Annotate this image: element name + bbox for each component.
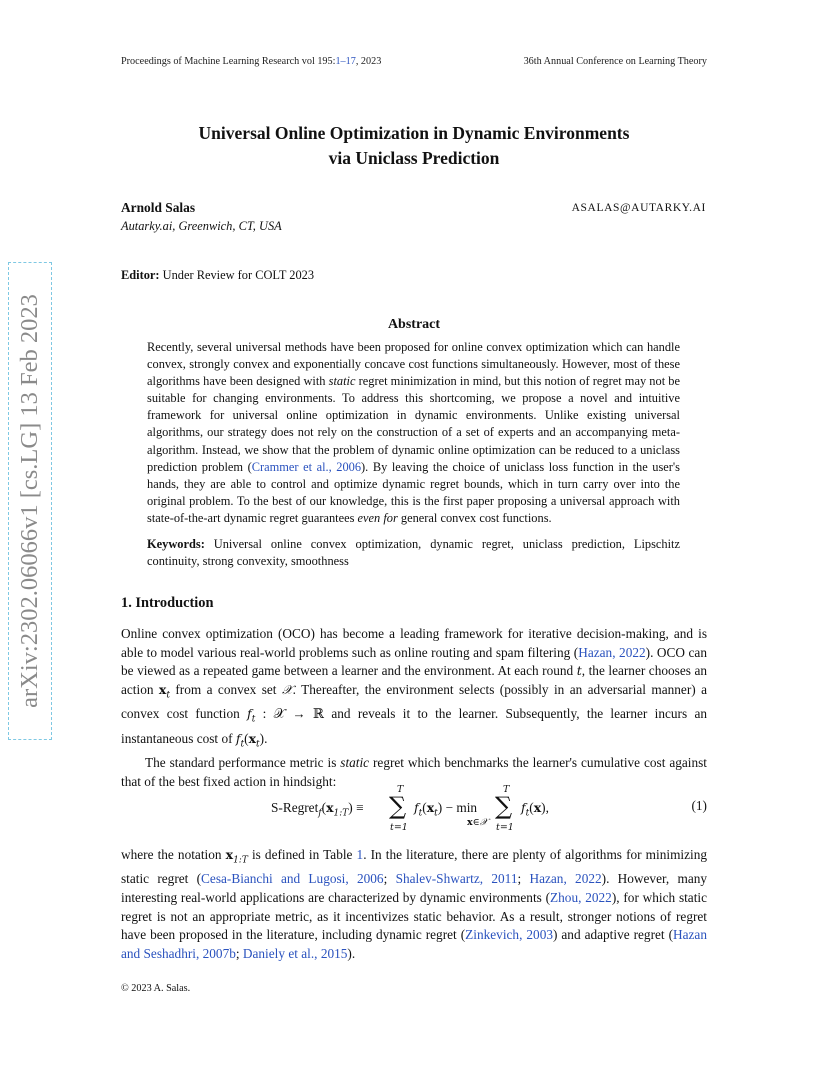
running-header-right: 36th Annual Conference on Learning Theory: [523, 56, 707, 67]
abstract-heading: Abstract: [387, 317, 441, 332]
citation-link[interactable]: Crammer et al., 2006: [251, 459, 362, 474]
editor-line: Editor: Under Review for COLT 2023: [121, 268, 315, 282]
citation-link[interactable]: Cesa-Bianchi and Lugosi, 2006: [201, 871, 384, 887]
paper-title: Universal Online Optimization in Dynamic Environments via Uniclass Prediction: [198, 123, 630, 168]
citation-link[interactable]: Daniely et al., 2015: [242, 946, 348, 962]
author-affiliation: Autarky.ai, Greenwich, CT, USA: [121, 219, 282, 233]
citation-link[interactable]: Zhou, 2022: [550, 890, 612, 906]
citation-link[interactable]: Zinkevich, 2003: [465, 927, 553, 943]
abstract-body: Recently, several universal methods have been proposed for online convex optimization which can handle convex, strongly convex and exponentially concave cost functions simultaneously. However, most of these algorithms have been designed with static regret minimization in mind, but this notion of regret may not be suitable for changing environments. To address this shortcoming, we propose a novel and intuitive framework for universal online optimization in dynamic environments. Unlike existing universal algorithms, our strategy does not rely on the construction of a set of experts and an accompanying meta-algorithm. Instead, we show that the problem of dynamic online optimization can be reduced to a uniclass prediction problem (Crammer et al., 2006). By leaving the choice of uniclass loss function in the user's hands, they are able to control and optimize dynamic regret bounds, which in turn carry over into the original problem. To the best of our knowledge, this is the first paper proposing a universal approach with state-of-the-art dynamic regret guarantees even for general convex cost functions.: [147, 340, 680, 525]
citation-link[interactable]: Shalev-Shwartz, 2011: [395, 871, 518, 887]
equation-number: (1): [691, 798, 707, 813]
arxiv-stamp[interactable]: [8, 262, 52, 740]
copyright-footer: © 2023 A. Salas.: [121, 983, 191, 994]
table-link[interactable]: 1: [356, 847, 364, 862]
author-name: Arnold Salas: [121, 200, 196, 215]
citation-link[interactable]: Hazan and Seshadhri, 2007b: [121, 927, 707, 962]
author-email: ASALAS@AUTARKY.AI: [571, 202, 706, 214]
intro-paragraph-1: Online convex optimization (OCO) has become a leading framework for iterative decision-making, and is able to model various real-world problems such as online routing and spam filtering (Hazan, 2022). OCO can be viewed as a repeated game between a learner and the environment. At each round t, the learner chooses an action $x_t$ from a convex set 𝒳. Thereafter, the environment selects (possibly in an adversarial manner) a convex cost function $f_t$ : 𝒳 → ℝ and reveals it to the learner. Subsequently, the learner incurs an instantaneous cost of $f_t(x_t)$. The standard performance metric is static regret which benchmarks the learner's cumulative cost against that of the best fixed action in hindsight:: [121, 626, 707, 789]
running-header-left: Proceedings of Machine Learning Research vol 195:1–17, 2023: [121, 56, 382, 67]
citation-link[interactable]: Hazan, 2022: [578, 644, 646, 660]
page-range-link[interactable]: 1–17: [335, 56, 356, 67]
section-heading: 1. Introduction: [121, 595, 214, 611]
intro-paragraph-2: where the notation $x_{1:T}$ is defined in Table 1. In the literature, there are plenty of algorithms for minimizing static regret (Cesa-Bianchi and Lugosi, 2006; Shalev-Shwartz, 2011; Hazan, 2022). However, many interesting real-world applications are characterized by dynamic environments (Zhou, 2022), for which static regret is not an appropriate metric, as it incentivizes static behavior. As a result, stronger notions of regret have been proposed in the literature, including dynamic regret (Zinkevich, 2003) and adaptive regret (Hazan and Seshadhri, 2007b; Daniely et al., 2015).: [121, 847, 708, 962]
arxiv-stamp-text: arXiv:2302.06066v1 [cs.LG] 13 Feb 2023: [16, 294, 43, 708]
citation-link[interactable]: Hazan, 2022: [529, 871, 602, 887]
equation-1: $S-Regret_f(x_{1:T})$ ≡ T ∑ t=1 $f_t(x_t) - \min$ x∈𝒳 T ∑ t=1 $f_t(x)$,: [271, 784, 549, 833]
keywords: Keywords: Universal online convex optimization, dynamic regret, uniclass prediction, Lipschitz continuity, strong convexity, smoothness: [147, 537, 680, 569]
